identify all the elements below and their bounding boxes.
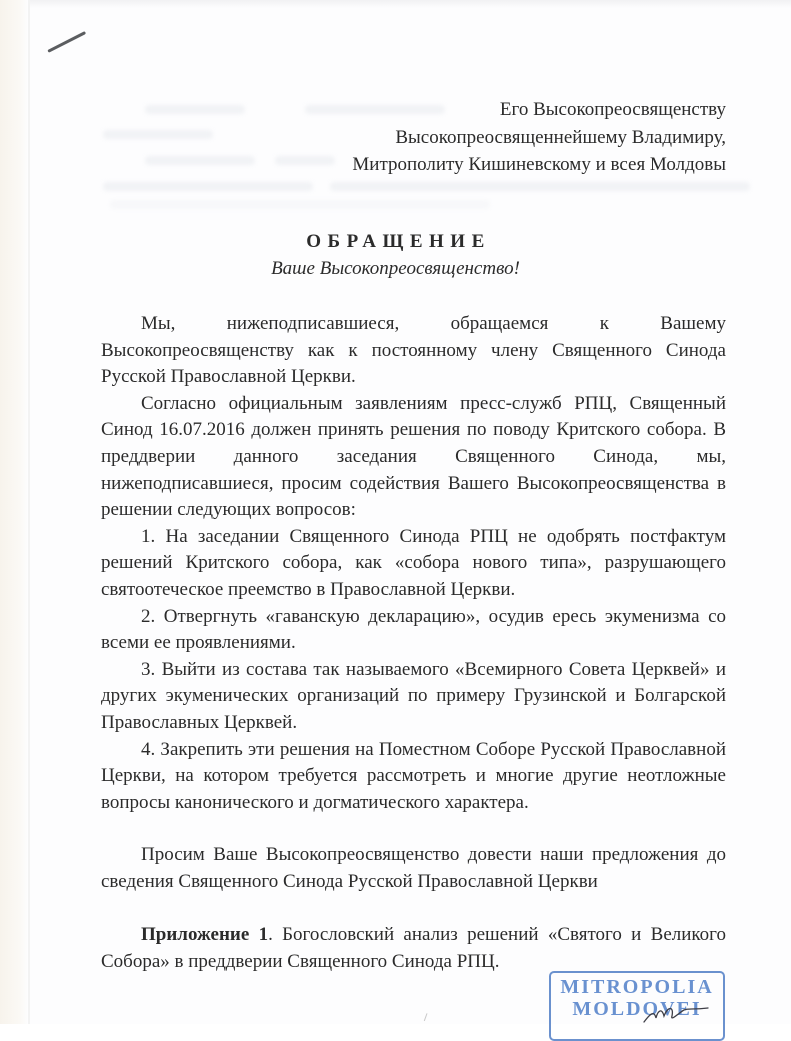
- spacer: [101, 895, 726, 922]
- spacer: [101, 816, 726, 842]
- bleed-through-mark: [145, 156, 255, 165]
- appendix-paragraph: [101, 922, 726, 975]
- paragraph: Согласно официальным заявлениям пресс-служб РПЦ, Священный Синод 16.07.2016 должен принять решения по поводу Критского собора. В преддверии данного заседания Священного Синода, мы, нижеподписавшиеся, просим содействия Вашего Высокопреосвященства в решении следующих вопросов:: [101, 392, 726, 521]
- bleed-through-mark: [330, 182, 750, 191]
- handwritten-signature: [640, 1000, 710, 1024]
- pen-stroke-mark: [47, 31, 86, 53]
- bleed-through-mark: [103, 130, 213, 139]
- request-item: 4. Закрепить эти решения на Поместном Соборе Русской Православной Церкви, на котором требуется рассмотреть и многие другие неотложные вопросы канонического и догматического характера.: [101, 738, 726, 813]
- stamp-line: MOLDOVEI: [572, 998, 702, 1020]
- scan-fold-line: [28, 0, 30, 1024]
- addressee-line: Его Высокопреосвященству: [499, 99, 726, 120]
- bleed-through-mark: [110, 200, 490, 209]
- paragraph: Мы, нижеподписавшиеся, обращаемся к Вашему Высокопреосвященству как к постоянному члену Священного Синода Русской Православной Церкви.: [101, 313, 726, 388]
- pen-tick-mark: [424, 1013, 432, 1023]
- request-item: 2. Отвергнуть «гаванскую декларацию», осудив ересь экуменизма со всеми ее проявлениями.: [101, 605, 726, 654]
- scan-top-edge: [30, 0, 791, 8]
- document-body: [101, 311, 726, 976]
- bleed-through-mark: [275, 156, 335, 165]
- addressee-line: Высокопреосвященнейшему Владимиру,: [395, 126, 726, 148]
- salutation: Ваше Высокопреосвященство!: [271, 258, 520, 279]
- request-item: 3. Выйти из состава так называемого «Всемирного Совета Церквей» и других экуменических организаций по примеру Грузинской и Болгарской Православных Церквей.: [101, 658, 726, 733]
- appendix-text: . Богословский анализ решений «Святого и Великого Собора» в преддверии Священного Синода РПЦ.: [101, 924, 726, 973]
- stamp-line: MITROPOLIA: [560, 976, 714, 998]
- document-title: ОБРАЩЕНИЕ: [306, 231, 491, 252]
- request-item: 1. На заседании Священного Синода РПЦ не одобрять постфактум решений Критского собора, как «собора нового типа», разрушающего святоотеческое преемство в Православной Церкви.: [101, 525, 726, 600]
- closing-paragraph: Просим Ваше Высокопреосвященство довести наши предложения до сведения Священного Синода Русской Православной Церкви: [101, 844, 726, 892]
- bleed-through-mark: [145, 105, 245, 114]
- addressee-block: [352, 96, 726, 179]
- bleed-through-mark: [103, 182, 313, 191]
- appendix-label: Приложение 1: [141, 924, 269, 946]
- scan-left-edge: [0, 0, 28, 1024]
- addressee-line: Митрополиту Кишиневскому и всея Молдовы: [352, 154, 726, 175]
